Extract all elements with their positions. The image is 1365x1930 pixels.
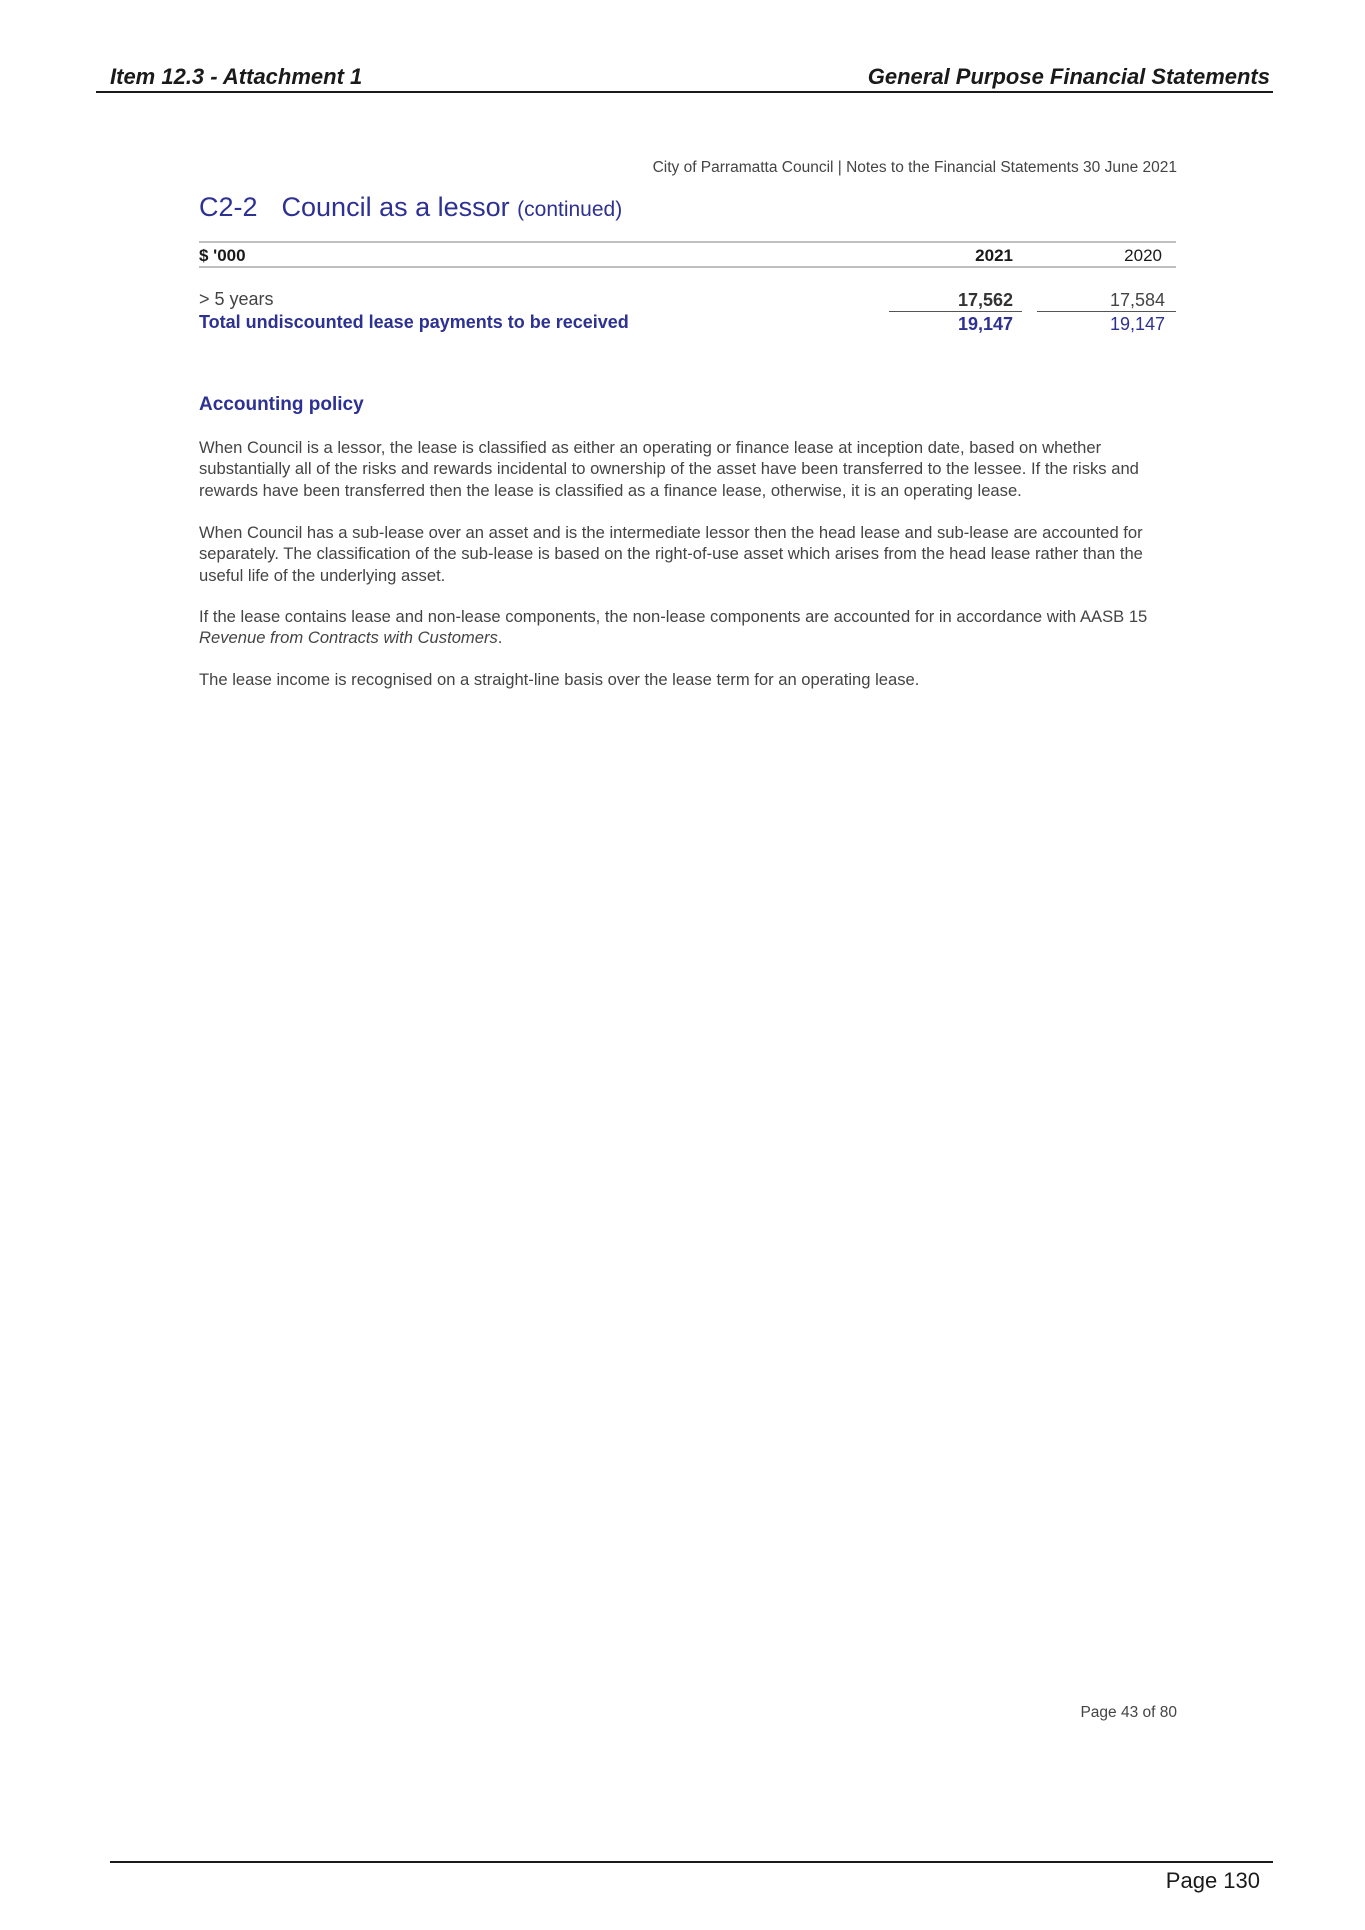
standard-name: Revenue from Contracts with Customers (199, 628, 498, 648)
subtotal-rule-2021 (889, 311, 1022, 312)
footer-divider (110, 1861, 1273, 1863)
row-label-over-5-years: > 5 years (199, 289, 274, 309)
report-title: General Purpose Financial Statements (867, 64, 1270, 89)
total-value-2021: 19,147 (957, 314, 1013, 334)
policy-heading: Accounting policy (199, 394, 364, 415)
column-header-2020: 2020 (1124, 246, 1162, 265)
table-header-rule (199, 266, 1176, 268)
attachment-label: Item 12.3 - Attachment 1 (110, 64, 363, 89)
column-header-2021: 2021 (975, 246, 1013, 265)
section-title: Council as a lessor (281, 192, 510, 222)
policy-paragraph: When Council is a lessor, the lease is classified as either an operating or finance lease at inception date, based on whether substantially all of the risks and rewards incidental to ownership of the asset have been transferred to the lessee. If the risks and rewards have been transferred then the lease is classified as a finance lease, otherwise, it is an operating lease. (199, 438, 1139, 500)
section-heading (199, 192, 622, 223)
header-divider (96, 91, 1273, 93)
total-row-label: Total undiscounted lease payments to be received (199, 312, 629, 332)
section-code: C2-2 (199, 192, 258, 222)
statement-subheader: City of Parramatta Council | Notes to the Financial Statements 30 June 2021 (652, 159, 1177, 176)
total-value-2020: 19,147 (1109, 314, 1165, 334)
policy-paragraph: The lease income is recognised on a straight-line basis over the lease term for an operating lease. (199, 670, 920, 689)
page-number: Page 130 (1165, 1868, 1260, 1893)
policy-text: If the lease contains lease and non-lease components, the non-lease components are accounted for in accordance with AASB 15 (199, 607, 1148, 626)
row-value-2021: 17,562 (957, 290, 1013, 310)
policy-paragraph: When Council has a sub-lease over an asset and is the intermediate lessor then the head lease and sub-lease are accounted for separately. The classification of the sub-lease is based on the right-of-use asset which arises from the head lease rather than the useful life of the underlying asset. (199, 523, 1143, 585)
policy-text: . (497, 628, 503, 648)
policy-paragraph (199, 606, 1176, 649)
section-continued: (continued) (517, 198, 623, 221)
units-header: $ '000 (199, 246, 246, 265)
statement-page-number: Page 43 of 80 (1080, 1704, 1177, 1721)
subtotal-rule-2020 (1037, 311, 1176, 312)
table-top-rule (199, 241, 1176, 243)
row-value-2020: 17,584 (1109, 290, 1165, 310)
